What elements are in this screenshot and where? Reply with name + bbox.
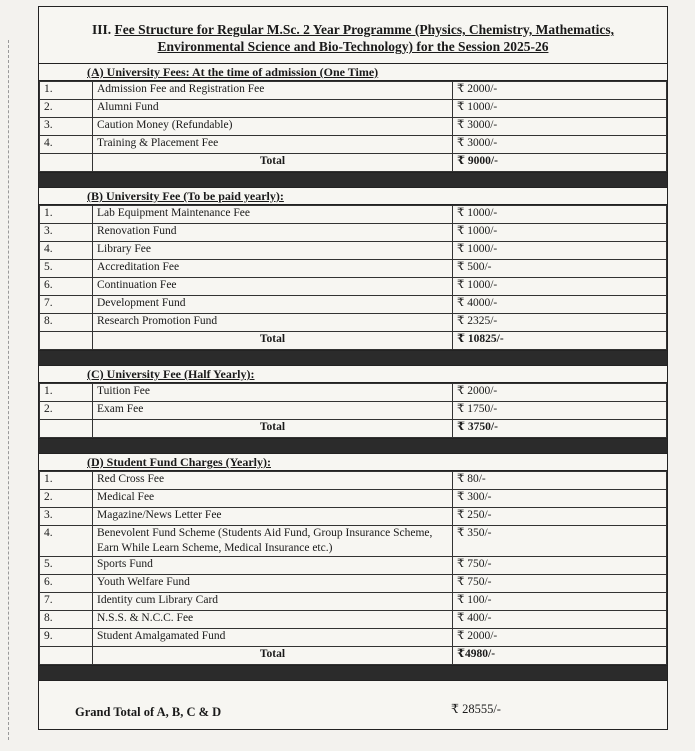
table-row <box>40 314 667 332</box>
fee-item-cell: Admission Fee and Registration Fee <box>93 82 453 100</box>
table-row <box>40 526 667 557</box>
amount-cell: ₹ 250/- <box>453 508 667 526</box>
serial-number-cell: 8. <box>40 314 93 332</box>
grand-total-label: Grand Total of A, B, C & D <box>75 705 222 719</box>
table-row <box>40 611 667 629</box>
fee-item-cell: Library Fee <box>93 242 453 260</box>
total-label: Total <box>93 332 453 350</box>
fee-item-cell: Continuation Fee <box>93 278 453 296</box>
amount-cell: ₹ 100/- <box>453 593 667 611</box>
amount-cell: ₹ 2000/- <box>453 82 667 100</box>
fee-item-cell: Alumni Fund <box>93 100 453 118</box>
table-row <box>40 278 667 296</box>
table-row <box>40 118 667 136</box>
fee-item-cell: Development Fund <box>93 296 453 314</box>
amount-cell: ₹ 2000/- <box>453 384 667 402</box>
serial-number-cell: 5. <box>40 260 93 278</box>
fee-item-cell: Benevolent Fund Scheme (Students Aid Fund, Group Insurance Scheme, Earn While Learn Scheme, Medical Insurance etc.) <box>93 526 453 557</box>
serial-number-cell: 4. <box>40 242 93 260</box>
table-row <box>40 402 667 420</box>
total-row <box>40 420 667 438</box>
title-line-2: Environmental Science and Bio-Technology) for the Session 2025-26 <box>157 39 549 54</box>
fee-item-cell: Exam Fee <box>93 402 453 420</box>
section-heading-text: (A) University Fees: At the time of admission (One Time) <box>87 65 379 79</box>
total-row <box>40 647 667 665</box>
fee-item-cell: Medical Fee <box>93 490 453 508</box>
total-label: Total <box>93 420 453 438</box>
fee-item-cell: Lab Equipment Maintenance Fee <box>93 206 453 224</box>
fee-item-cell: Student Amalgamated Fund <box>93 629 453 647</box>
fee-item-cell: Sports Fund <box>93 557 453 575</box>
amount-cell: ₹ 1750/- <box>453 402 667 420</box>
fee-table <box>39 383 667 438</box>
amount-cell: ₹ 1000/- <box>453 242 667 260</box>
total-amount: ₹4980/- <box>453 647 667 665</box>
fee-item-cell: Caution Money (Refundable) <box>93 118 453 136</box>
section-heading <box>39 366 667 383</box>
fee-table <box>39 471 667 665</box>
section-heading-text: (D) Student Fund Charges (Yearly): <box>87 455 271 469</box>
serial-number-cell: 8. <box>40 611 93 629</box>
amount-cell: ₹ 1000/- <box>453 278 667 296</box>
table-row <box>40 490 667 508</box>
fee-item-cell: Training & Placement Fee <box>93 136 453 154</box>
section-divider-band <box>39 665 667 681</box>
binding-edge <box>8 40 10 740</box>
fee-item-cell: Accreditation Fee <box>93 260 453 278</box>
table-row <box>40 508 667 526</box>
serial-number-cell: 7. <box>40 593 93 611</box>
title-line-1: Fee Structure for Regular M.Sc. 2 Year Programme (Physics, Chemistry, Mathematics, <box>114 22 615 37</box>
grand-total-value: ₹ 28555/- <box>451 702 501 716</box>
serial-number-cell: 1. <box>40 82 93 100</box>
amount-cell: ₹ 2000/- <box>453 629 667 647</box>
fee-item-cell: Identity cum Library Card <box>93 593 453 611</box>
serial-number-cell: 4. <box>40 136 93 154</box>
serial-number-cell: 2. <box>40 490 93 508</box>
amount-cell: ₹ 750/- <box>453 557 667 575</box>
total-amount: ₹ 10825/- <box>453 332 667 350</box>
serial-number-cell: 4. <box>40 526 93 557</box>
fee-item-cell: Renovation Fund <box>93 224 453 242</box>
amount-cell: ₹ 350/- <box>453 526 667 557</box>
amount-cell: ₹ 1000/- <box>453 206 667 224</box>
blank-cell <box>40 332 93 350</box>
total-row <box>40 332 667 350</box>
table-row <box>40 100 667 118</box>
section-heading-text: (B) University Fee (To be paid yearly): <box>87 189 284 203</box>
section-heading <box>39 454 667 471</box>
table-row <box>40 260 667 278</box>
table-row <box>40 472 667 490</box>
serial-number-cell: 1. <box>40 384 93 402</box>
blank-cell <box>40 647 93 665</box>
amount-cell: ₹ 400/- <box>453 611 667 629</box>
serial-number-cell: 3. <box>40 118 93 136</box>
total-label: Total <box>93 154 453 172</box>
total-amount: ₹ 3750/- <box>453 420 667 438</box>
section-divider-band <box>39 438 667 454</box>
serial-number-cell: 3. <box>40 224 93 242</box>
fee-structure-page <box>38 6 668 730</box>
page-title <box>39 7 667 64</box>
amount-cell: ₹ 3000/- <box>453 118 667 136</box>
section-heading-text: (C) University Fee (Half Yearly): <box>87 367 255 381</box>
total-label: Total <box>93 647 453 665</box>
blank-cell <box>40 154 93 172</box>
fee-item-cell: Magazine/News Letter Fee <box>93 508 453 526</box>
serial-number-cell: 3. <box>40 508 93 526</box>
fee-item-cell: Research Promotion Fund <box>93 314 453 332</box>
section-divider-band <box>39 172 667 188</box>
table-row <box>40 575 667 593</box>
total-row <box>40 154 667 172</box>
amount-cell: ₹ 500/- <box>453 260 667 278</box>
amount-cell: ₹ 80/- <box>453 472 667 490</box>
table-row <box>40 296 667 314</box>
serial-number-cell: 6. <box>40 575 93 593</box>
serial-number-cell: 1. <box>40 206 93 224</box>
amount-cell: ₹ 2325/- <box>453 314 667 332</box>
table-row <box>40 384 667 402</box>
section-heading <box>39 64 667 81</box>
table-row <box>40 242 667 260</box>
table-row <box>40 557 667 575</box>
fee-table <box>39 81 667 172</box>
serial-number-cell: 9. <box>40 629 93 647</box>
serial-number-cell: 5. <box>40 557 93 575</box>
grand-total-row <box>39 681 667 729</box>
total-amount: ₹ 9000/- <box>453 154 667 172</box>
table-row <box>40 629 667 647</box>
fee-sections <box>39 64 667 665</box>
amount-cell: ₹ 3000/- <box>453 136 667 154</box>
title-prefix: III. <box>91 22 115 37</box>
amount-cell: ₹ 750/- <box>453 575 667 593</box>
amount-cell: ₹ 1000/- <box>453 100 667 118</box>
table-row <box>40 82 667 100</box>
serial-number-cell: 7. <box>40 296 93 314</box>
serial-number-cell: 6. <box>40 278 93 296</box>
fee-item-cell: Red Cross Fee <box>93 472 453 490</box>
fee-item-cell: N.S.S. & N.C.C. Fee <box>93 611 453 629</box>
serial-number-cell: 2. <box>40 100 93 118</box>
table-row <box>40 206 667 224</box>
fee-table <box>39 205 667 350</box>
section-heading <box>39 188 667 205</box>
amount-cell: ₹ 300/- <box>453 490 667 508</box>
table-row <box>40 136 667 154</box>
table-row <box>40 224 667 242</box>
fee-item-cell: Tuition Fee <box>93 384 453 402</box>
serial-number-cell: 1. <box>40 472 93 490</box>
table-row <box>40 593 667 611</box>
amount-cell: ₹ 4000/- <box>453 296 667 314</box>
serial-number-cell: 2. <box>40 402 93 420</box>
fee-item-cell: Youth Welfare Fund <box>93 575 453 593</box>
blank-cell <box>40 420 93 438</box>
section-divider-band <box>39 350 667 366</box>
amount-cell: ₹ 1000/- <box>453 224 667 242</box>
